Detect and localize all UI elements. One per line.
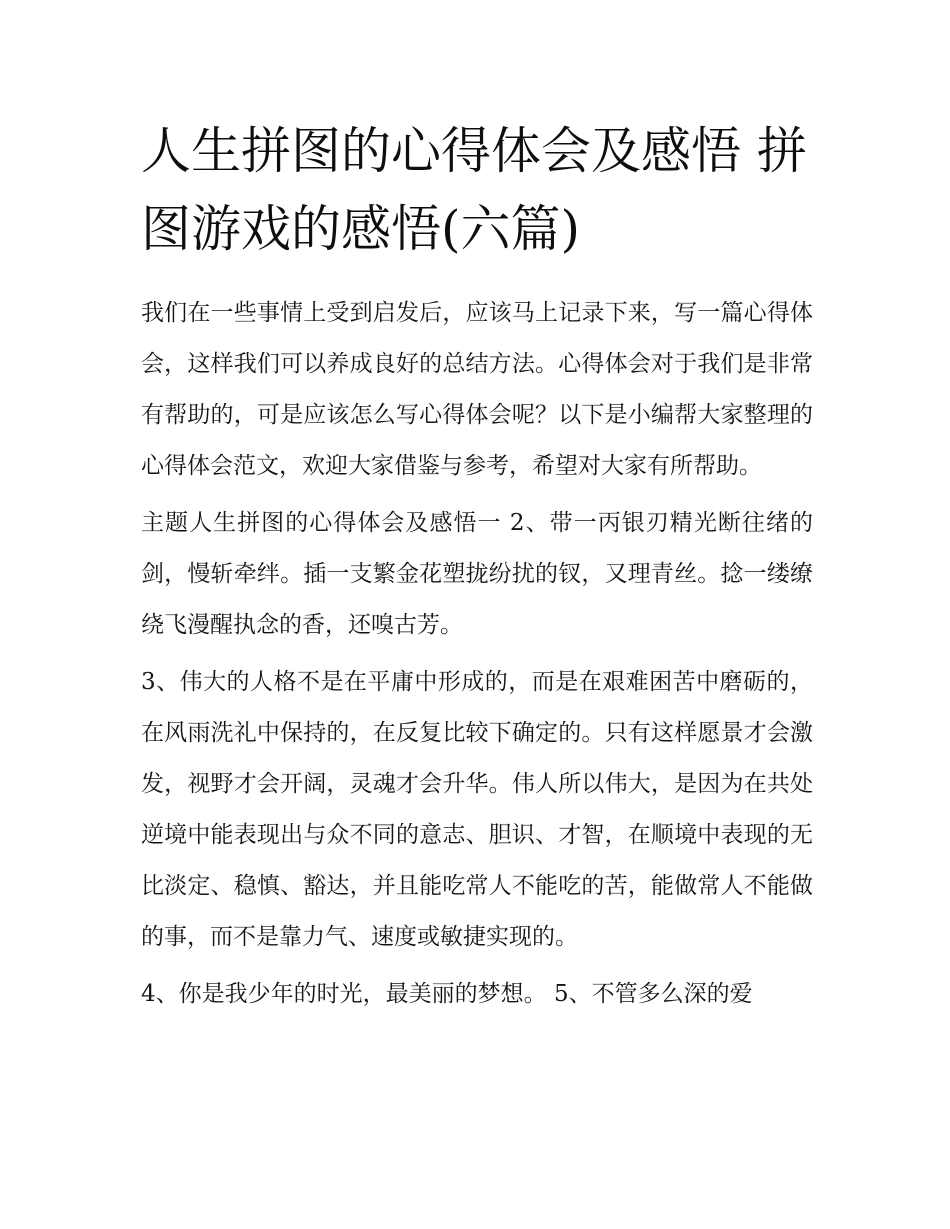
document-title: 人生拼图的心得体会及感悟 拼图游戏的感悟(六篇): [141, 122, 807, 258]
paragraph-item-4-5: 4、你是我少年的时光，最美丽的梦想。 5、不管多么深的爱: [141, 981, 753, 1007]
paragraph-topic-one: 主题人生拼图的心得体会及感悟一 2、带一丙银刃精光断往绪的剑，慢斩牵绊。插一支繁金花塑拢纷扰的钗，又理青丝。捻一缕缭绕飞漫醒执念的香，还嗅古芳。: [141, 510, 813, 638]
document-page: [141, 112, 813, 1026]
paragraph-item-3: 3、伟大的人格不是在平庸中形成的，而是在艰难困苦中磨砺的，在风雨洗礼中保持的，在反复比较下确定的。只有这样愿景才会激发，视野才会开阔，灵魂才会升华。伟人所以伟大，是因为在共处逆境中能表现出与众不同的意志、胆识、才智，在顺境中表现的无比淡定、稳慎、豁达，并且能吃常人不能吃的苦，能做常人不能做的事，而不是靠力气、速度或敏捷实现的。: [141, 669, 813, 950]
document-body: [141, 288, 813, 1020]
paragraph-intro: 我们在一些事情上受到启发后，应该马上记录下来，写一篇心得体会，这样我们可以养成良好的总结方法。心得体会对于我们是非常有帮助的，可是应该怎么写心得体会呢？以下是小编帮大家整理的心得体会范文，欢迎大家借鉴与参考，希望对大家有所帮助。: [141, 300, 813, 479]
